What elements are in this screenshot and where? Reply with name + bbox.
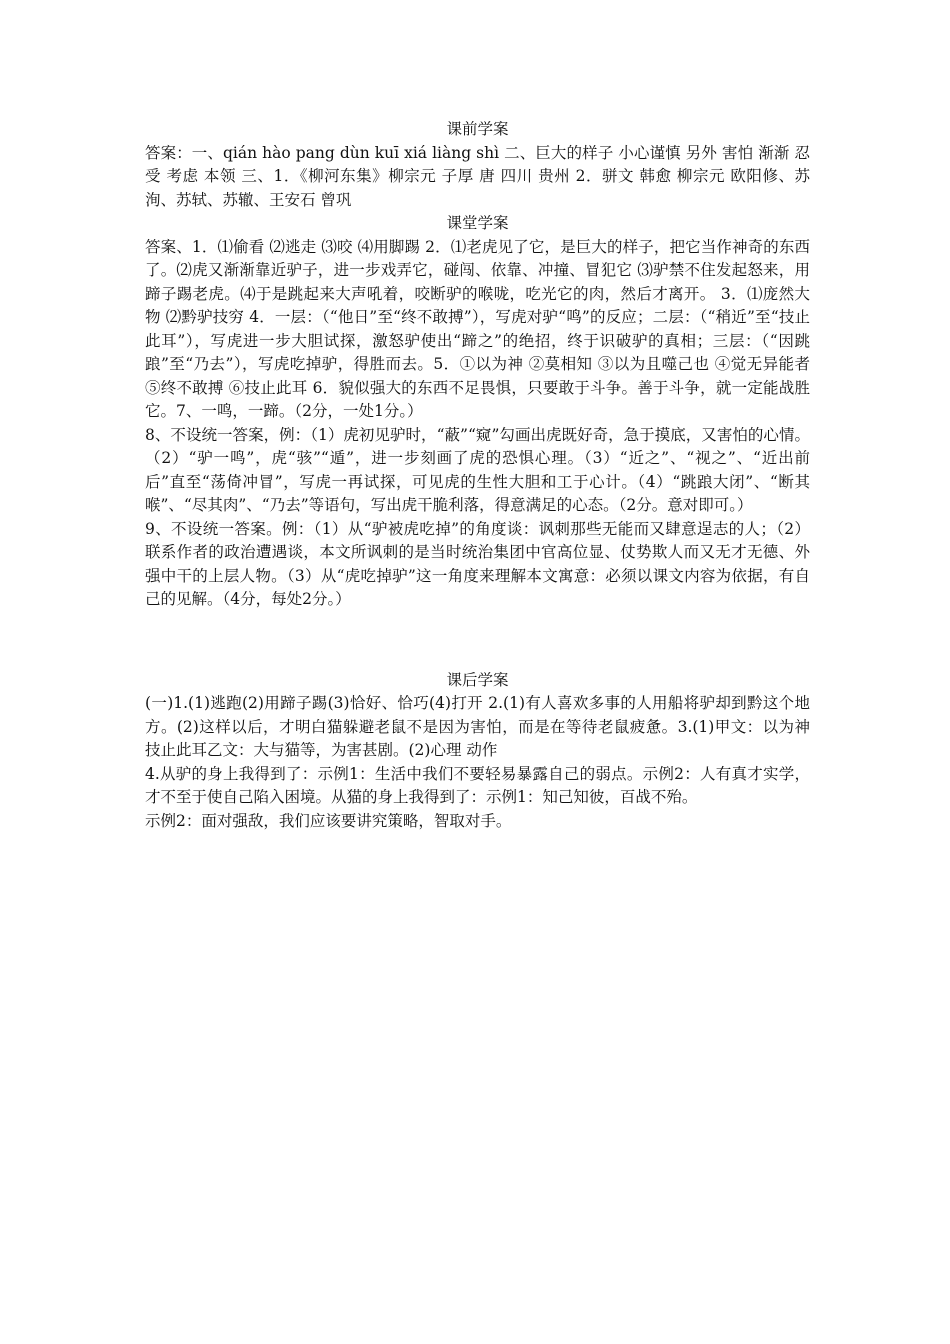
after-class-paragraph-1: (一)1.(1)逃跑(2)用蹄子踢(3)恰好、恰巧(4)打开 2.(1)有人喜欢多事的人用船将驴却到黔这个地方。(2)这样以后，才明白猫躲避老鼠不是因为害怕，而是在等待老鼠疲惫。3.(1)甲文：以为神 技止此耳乙文：大与猫等，为害甚剧。(2)心理 动作 — [145, 694, 810, 759]
document-page — [145, 118, 810, 833]
section-title-pre-class: 课前学案 — [446, 120, 509, 138]
in-class-question-9: 9、不设统一答案。例：（1）从“驴被虎吃掉”的角度谈：讽刺那些无能而又肆意逞志的人；（2）联系作者的政治遭遇谈，本文所讽刺的是当时统治集团中官高位显、仗势欺人而又无才无德、外强中干的上层人物。（3）从“虎吃掉驴”这一角度来理解本文寓意：必须以课文内容为依据，有自己的见解。（4分，每处2分。） — [145, 519, 810, 608]
after-class-paragraph-2: 4.从驴的身上我得到了：示例1：生活中我们不要轻易暴露自己的弱点。示例2：人有真才实学，才不至于使自己陷入困境。从猫的身上我得到了：示例1：知己知彼，百战不殆。 — [145, 764, 810, 806]
section-title-after-class: 课后学案 — [446, 670, 509, 689]
pre-class-answer-paragraph: 答案：一、qián hào pang dùn kuī xiá liàng shì 二、巨大的样子 小心谨慎 另外 害怕 渐渐 忍受 考虑 本领 三、1．《柳河东集》柳宗元 子厚 唐 四川 贵州 2．骈文 韩愈 柳宗元 欧阳修、苏洵、苏轼、苏辙、王安石 曾巩 — [145, 143, 810, 209]
section-title-in-class: 课堂学案 — [446, 214, 509, 232]
in-class-question-8: 8、不设统一答案，例：（1）虎初见驴时，“蔽”“窥”勾画出虎既好奇，急于摸底，又害怕的心情。（2）“驴一鸣”，虎“骇”“遁”，进一步刻画了虎的恐惧心理。（3）“近之”、“视之”、“近出前后”直至“荡倚冲冒”，写虎一再试探，可见虎的生性大胆和工于心计。（4）“跳踉大闭”、“断其喉”、“尽其肉”、“乃去”等语句，写出虎干脆利落，得意满足的心态。（2分。意对即可。） — [145, 425, 810, 514]
section-spacer — [145, 612, 810, 669]
in-class-answer-paragraph: 答案、1．⑴偷看 ⑵逃走 ⑶咬 ⑷用脚踢 2．⑴老虎见了它，是巨大的样子，把它当作神奇的东西了。⑵虎又渐渐靠近驴子，进一步戏弄它，碰闯、依靠、冲撞、冒犯它 ⑶驴禁不住发起怒来，用蹄子踢老虎。⑷于是跳起来大声吼着，咬断驴的喉咙，吃光它的肉，然后才离开。 3．⑴庞然大物 ⑵黔驴技穷 4．一层：（“他日”至“终不敢搏”），写虎对驴“鸣”的反应；二层：（“稍近”至“技止此耳”），写虎进一步大胆试探，激怒驴使出“蹄之”的绝招，终于识破驴的真相；三层：（“因跳踉”至“乃去”），写虎吃掉驴，得胜而去。5．①以为神 ②莫相知 ③以为且噬己也 ④觉无异能者 ⑤终不敢搏 ⑥技止此耳 6．貌似强大的东西不足畏惧，只要敢于斗争。善于斗争，就一定能战胜它。7、一鸣，一蹄。（2分，一处1分。） — [145, 237, 810, 420]
after-class-paragraph-3: 示例2：面对强敌，我们应该要讲究策略，智取对手。 — [145, 811, 512, 830]
